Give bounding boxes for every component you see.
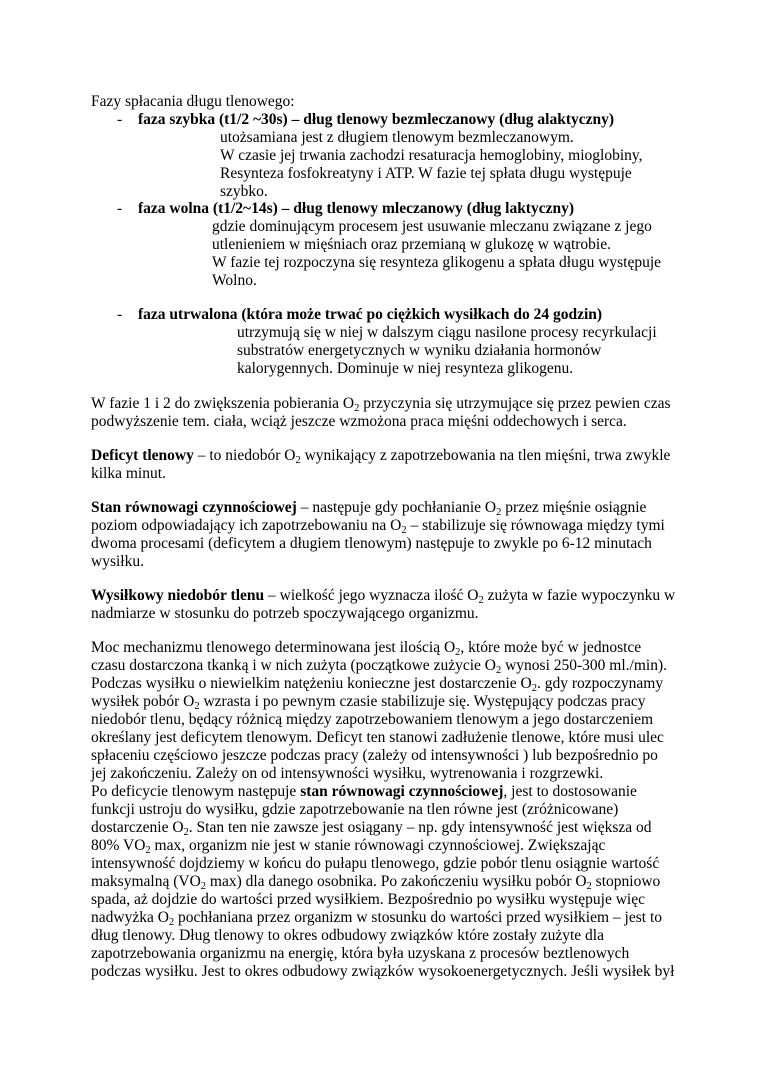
paragraph-line: podwyższenie tem. ciała, wciąż jeszcze wzmożona praca mięśni oddechowych i serca. (91, 413, 627, 430)
phase-3-title: faza utrwalona (która może trwać po ciężkich wysiłkach do 24 godzin) (138, 306, 603, 323)
phase-1-line: W czasie jej trwania zachodzi resaturacja hemoglobiny, mioglobiny, (220, 147, 643, 164)
paragraph-line: funkcji ustroju do wysiłku, gdzie zapotrzebowanie na tlen równe jest (zróżnicowane) (91, 801, 619, 818)
paragraph-line: W fazie 1 i 2 do zwiększenia pobierania $O_2$ przyczynia się utrzymujące się przez pewien czas (91, 395, 671, 414)
wysilkowy-niedobor-definition: Wysiłkowy niedobór tlenu – wielkość jego wyznacza ilość $O_2$ zużyta w fazie wypoczynku w (91, 587, 676, 606)
paragraph-line: dwoma procesami (deficytem a długiem tlenowym) następuje to zwykle po 6-12 minutach (91, 535, 652, 552)
paragraph-line: wysiłek pobór $O_2$ wzrasta i po pewnym czasie stabilizuje się. Występujący podczas pracy (91, 693, 646, 712)
paragraph-line: jej zakończeniu. Zależy on od intensywności wysiłku, wytrenowania i rozgrzewki. (91, 765, 604, 782)
intro-heading: Fazy spłacania długu tlenowego: (91, 93, 295, 110)
deficyt-tlenowy-definition: Deficyt tlenowy – to niedobór $O_2$ wynikający z zapotrzebowania na tlen mięśni, trwa zwykle (91, 447, 671, 466)
paragraph-line: dostarczenie $O_2$. Stan ten nie zawsze jest osiągany – np. gdy intensywność jest większa od (91, 819, 652, 838)
phase-1-line: szybko. (220, 183, 268, 200)
paragraph-line: 80% $VO_2$ max, organizm nie jest w stanie równowagi czynnościowej. Zwiększając (91, 837, 606, 856)
paragraph-line: Po deficycie tlenowym następuje stan równowagi czynnościowej, jest to dostosowanie (91, 783, 637, 800)
paragraph-line: nadwyżka $O_2$ pochłaniana przez organizm w stosunku do wartości przed wysiłkiem – jest to (91, 909, 662, 928)
paragraph-line: Moc mechanizmu tlenowego determinowana jest ilością $O_2$, które może być w jednostce (91, 639, 642, 658)
paragraph-line: określany jest deficytem tlenowym. Deficyt ten stanowi zadłużenie tlenowe, które musi ulec (91, 729, 664, 746)
paragraph-line: podczas wysiłku. Jest to okres odbudowy związków wysokoenergetycznych. Jeśli wysiłek był (91, 963, 675, 980)
paragraph-line: wysiłku. (91, 553, 144, 570)
paragraph-line: czasu dostarczona tkanką i w nich zużyta (początkowe zużycie $O_2$ wynosi 250-300 ml./min). (91, 657, 667, 676)
paragraph-line: nadmiarze w stosunku do potrzeb spoczywającego organizmu. (91, 605, 479, 622)
phase-2-line: W fazie tej rozpoczyna się resynteza glikogenu a spłata długu występuje (212, 254, 662, 271)
phase-1-title: faza szybka (t1/2 ~30s) – dług tlenowy bezmleczanowy (dług alaktyczny) (138, 111, 615, 128)
paragraph-line: poziom odpowiadający ich zapotrzebowaniu na $O_2$ – stabilizuje się równowaga między tymi (91, 517, 665, 536)
phase-1-line: utożsamiana jest z długiem tlenowym bezmleczanowym. (220, 129, 574, 146)
phase-3-line: substratów energetycznych w wyniku działania hormonów (237, 342, 602, 359)
paragraph-line: spada, aż dojdzie do wartości przed wysiłkiem. Bezpośrednio po wysiłku występuje więc (91, 891, 645, 908)
paragraph-line: kilka minut. (91, 465, 166, 482)
phase-2-line: utlenieniem w mięśniach oraz przemianą w glukozę w wątrobie. (212, 236, 611, 253)
paragraph-line: zapotrzebowania organizmu na energię, która była uzyskana z procesów beztlenowych (91, 945, 630, 962)
paragraph-line: Podczas wysiłku o niewielkim natężeniu konieczne jest dostarczenie $O_2$. gdy rozpoczynamy (91, 675, 664, 694)
phase-2-line: Wolno. (212, 272, 257, 289)
paragraph-line: niedobór tlenu, będący różnicą między zapotrzebowaniem tlenowym a jego dostarczeniem (91, 711, 654, 728)
phase-2-title: faza wolna (t1/2~14s) – dług tlenowy mleczanowy (dług laktyczny) (138, 200, 575, 217)
phase-3-line: utrzymują się w niej w dalszym ciągu nasilone procesy recyrkulacji (237, 324, 657, 341)
phase-2-line: gdzie dominującym procesem jest usuwanie mleczanu związane z jego (212, 218, 652, 235)
bullet-dash: - (117, 200, 123, 217)
phase-3-line: kalorygennych. Dominuje w niej resynteza glikogenu. (237, 360, 574, 377)
bullet-dash: - (117, 306, 123, 323)
paragraph-line: intensywność dojdziemy w końcu do pułapu tlenowego, gdzie pobór tlenu osiągnie wartość (91, 855, 660, 872)
stan-rownowagi-definition: Stan równowagi czynnościowej – następuje gdy pochłanianie $O_2$ przez mięśnie osiągnie (91, 499, 647, 518)
bullet-dash: - (117, 111, 123, 128)
phase-1-line: Resynteza fosfokreatyny i ATP. W fazie tej spłata długu występuje (220, 165, 632, 182)
paragraph-line: spłaceniu częściowo jeszcze podczas pracy (zależy od intensywności ) lub bezpośrednio po (91, 747, 658, 764)
paragraph-line: maksymalną ($VO_2$ max) dla danego osobnika. Po zakończeniu wysiłku pobór $O_2$ stopniowo (91, 873, 661, 892)
paragraph-line: dług tlenowy. Dług tlenowy to okres odbudowy związków które zostały zużyte dla (91, 927, 604, 944)
